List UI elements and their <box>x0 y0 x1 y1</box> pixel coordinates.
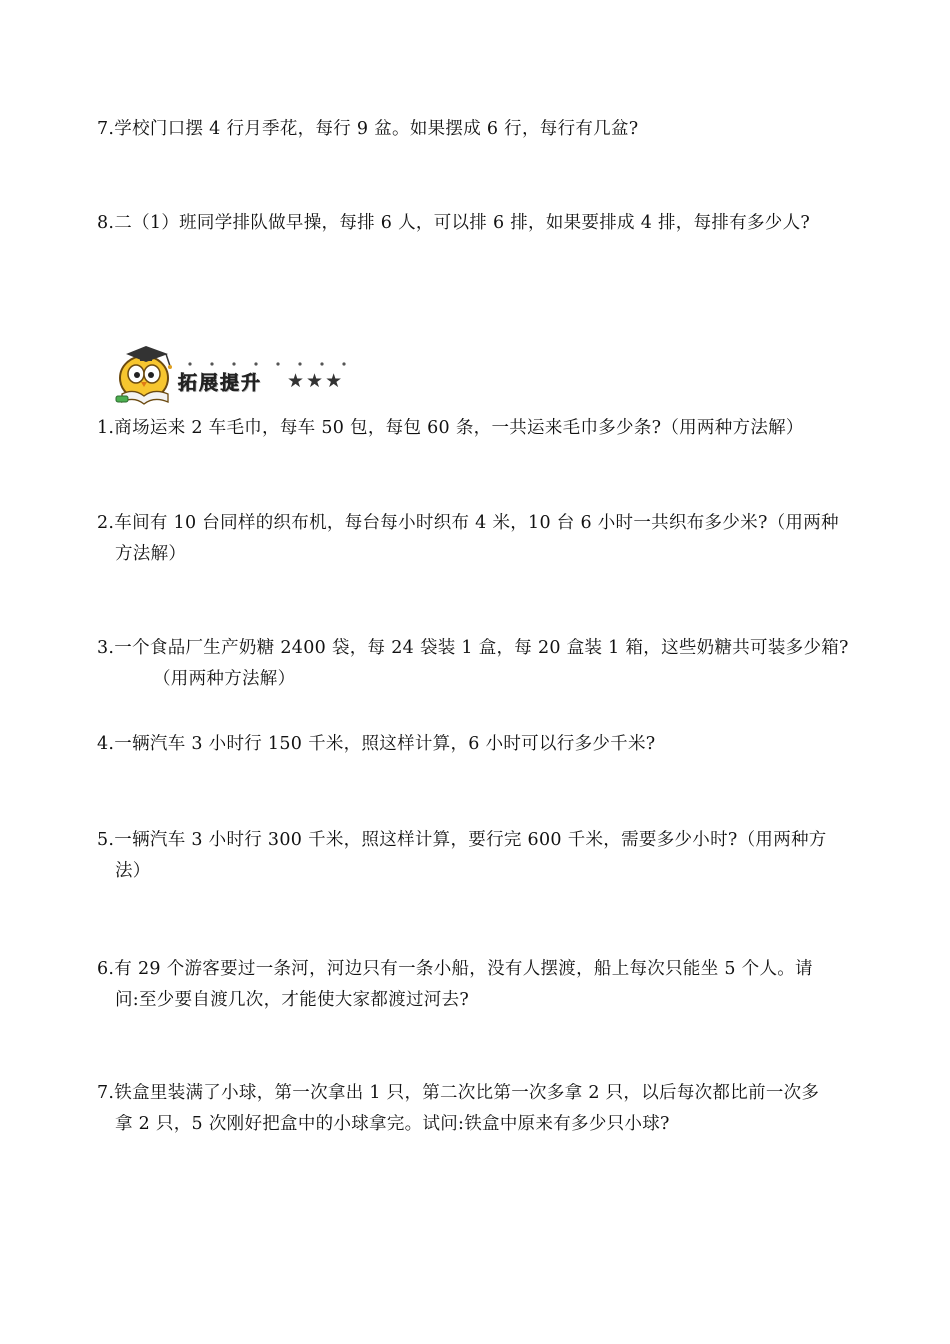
question-number: 7. <box>97 119 115 139</box>
question-text: 学校门口摆 4 行月季花，每行 9 盆。如果摆成 6 行，每行有几盆? <box>114 119 639 139</box>
question-text: 商场运来 2 车毛巾，每车 50 包，每包 60 条，一共运来毛巾多少条?（用两种方法解） <box>114 418 804 438</box>
extension-question-7 <box>97 1078 867 1140</box>
section-title: 拓展提升 <box>178 372 263 394</box>
question-number: 3. <box>97 638 115 658</box>
extension-question-2 <box>97 508 867 570</box>
extension-question-6 <box>97 954 867 1016</box>
difficulty-stars: ★★★ <box>287 370 345 392</box>
question-text: 车间有 10 台同样的织布机，每台每小时织布 4 米，10 台 6 小时一共织布多少米?（用两种 <box>114 513 839 533</box>
question-number: 8. <box>97 213 115 233</box>
question-number: 1. <box>97 418 115 438</box>
question-text-continued: 拿 2 只，5 次刚好把盒中的小球拿完。试问:铁盒中原来有多少只小球? <box>115 1114 670 1134</box>
question-text: 一个食品厂生产奶糖 2400 袋，每 24 袋装 1 盒，每 20 盒装 1 箱，这些奶糖共可装多少箱? <box>114 638 849 658</box>
question-number: 5. <box>97 830 115 850</box>
question-number: 6. <box>97 959 115 979</box>
extension-question-3 <box>97 633 867 695</box>
question-number: 2. <box>97 513 115 533</box>
question-text-continued: 问:至少要自渡几次，才能使大家都渡过河去? <box>115 990 470 1010</box>
question-text: 一辆汽车 3 小时行 150 千米，照这样计算，6 小时可以行多少千米? <box>114 734 656 754</box>
extension-question-5 <box>97 825 867 887</box>
question-text-continued: 法） <box>115 861 151 881</box>
extension-question-4 <box>97 729 867 760</box>
question-text: 铁盒里装满了小球，第一次拿出 1 只，第二次比第一次多拿 2 只，以后每次都比前一次多 <box>114 1083 820 1103</box>
question-number: 4. <box>97 734 115 754</box>
question-text: 一辆汽车 3 小时行 300 千米，照这样计算，要行完 600 千米，需要多少小时?（用两种方 <box>114 830 827 850</box>
question-text-continued: 方法解） <box>115 544 187 564</box>
extension-question-1 <box>97 413 867 444</box>
question-number: 7. <box>97 1083 115 1103</box>
review-question-8 <box>97 208 867 239</box>
question-text-continued: （用两种方法解） <box>153 669 296 689</box>
question-text: 二（1）班同学排队做早操，每排 6 人，可以排 6 排，如果要排成 4 排，每排有多少人? <box>114 213 811 233</box>
review-question-7 <box>97 114 867 145</box>
question-text: 有 29 个游客要过一条河，河边只有一条小船，没有人摆渡，船上每次只能坐 5 个人。请 <box>114 959 813 979</box>
